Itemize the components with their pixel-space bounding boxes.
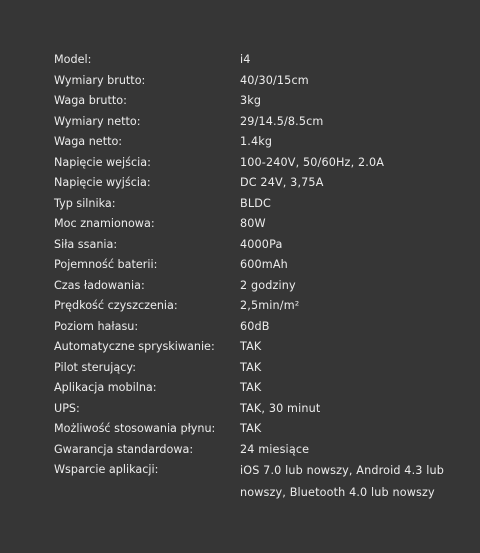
spec-row-mobile-app xyxy=(54,378,454,399)
spec-label: Wsparcie aplikacji: xyxy=(54,463,159,476)
spec-row-cleaning-speed xyxy=(54,296,454,317)
spec-label: Waga brutto: xyxy=(54,94,127,107)
spec-row-charging-time xyxy=(54,276,454,297)
spec-label: Model: xyxy=(54,53,92,66)
spec-value: 100-240V, 50/60Hz, 2.0A xyxy=(240,155,385,169)
spec-value: 40/30/15cm xyxy=(240,73,309,87)
spec-row-remote-control xyxy=(54,358,454,379)
spec-row-model xyxy=(54,50,454,71)
spec-label: Wymiary brutto: xyxy=(54,73,146,87)
spec-value: 60dB xyxy=(240,319,270,333)
spec-value: TAK xyxy=(240,340,262,353)
spec-row-gross-dimensions xyxy=(54,71,454,92)
spec-label: UPS: xyxy=(54,401,80,415)
spec-label: Wymiary netto: xyxy=(54,114,141,128)
spec-value: 80W xyxy=(240,217,266,230)
spec-value: 2 godziny xyxy=(240,278,296,292)
spec-row-suction-power xyxy=(54,235,454,256)
spec-label: Możliwość stosowania płynu: xyxy=(54,422,216,435)
spec-value: BLDC xyxy=(240,196,271,210)
spec-label: Typ silnika: xyxy=(54,196,116,210)
spec-row-noise-level xyxy=(54,317,454,338)
spec-row-app-support xyxy=(54,460,454,503)
spec-label: Automatyczne spryskiwanie: xyxy=(54,340,215,353)
spec-label: Napięcie wyjścia: xyxy=(54,176,151,189)
spec-row-net-dimensions xyxy=(54,112,454,133)
spec-label: Pilot sterujący: xyxy=(54,360,136,374)
spec-value: TAK, 30 minut xyxy=(240,401,321,415)
spec-value: 600mAh xyxy=(240,258,288,271)
spec-row-input-voltage xyxy=(54,153,454,174)
spec-label: Siła ssania: xyxy=(54,237,118,251)
spec-value: 29/14.5/8.5cm xyxy=(240,114,324,128)
spec-row-motor-type xyxy=(54,194,454,215)
spec-row-net-weight xyxy=(54,132,454,153)
spec-table xyxy=(54,50,454,503)
spec-value: TAK xyxy=(240,360,262,374)
spec-label: Czas ładowania: xyxy=(54,278,145,292)
spec-value: 24 miesiące xyxy=(240,442,310,456)
spec-label: Aplikacja mobilna: xyxy=(54,381,157,394)
spec-row-ups xyxy=(54,399,454,420)
spec-row-gross-weight xyxy=(54,91,454,112)
spec-value: 4000Pa xyxy=(240,237,283,251)
spec-label: Gwarancja standardowa: xyxy=(54,442,194,456)
spec-value: i4 xyxy=(240,53,251,66)
spec-value: TAK xyxy=(240,422,262,435)
spec-label: Prędkość czyszczenia: xyxy=(54,299,178,312)
spec-row-battery-capacity xyxy=(54,255,454,276)
spec-value: DC 24V, 3,75A xyxy=(240,176,324,189)
spec-label: Waga netto: xyxy=(54,135,123,148)
spec-label: Napięcie wejścia: xyxy=(54,155,151,169)
spec-label: Pojemność baterii: xyxy=(54,258,158,271)
spec-value: 2,5min/m² xyxy=(240,299,300,312)
spec-row-rated-power xyxy=(54,214,454,235)
spec-label: Poziom hałasu: xyxy=(54,319,139,333)
spec-value: iOS 7.0 lub nowszy, Android 4.3 lub nowszy, Bluetooth 4.0 lub nowszy xyxy=(240,464,445,499)
spec-row-output-voltage xyxy=(54,173,454,194)
spec-value: 3kg xyxy=(240,94,262,107)
spec-value: TAK xyxy=(240,381,262,394)
spec-label: Moc znamionowa: xyxy=(54,217,155,230)
spec-value: 1.4kg xyxy=(240,135,273,148)
spec-row-fluid-support xyxy=(54,419,454,440)
spec-row-warranty xyxy=(54,440,454,461)
spec-row-auto-spray xyxy=(54,337,454,358)
